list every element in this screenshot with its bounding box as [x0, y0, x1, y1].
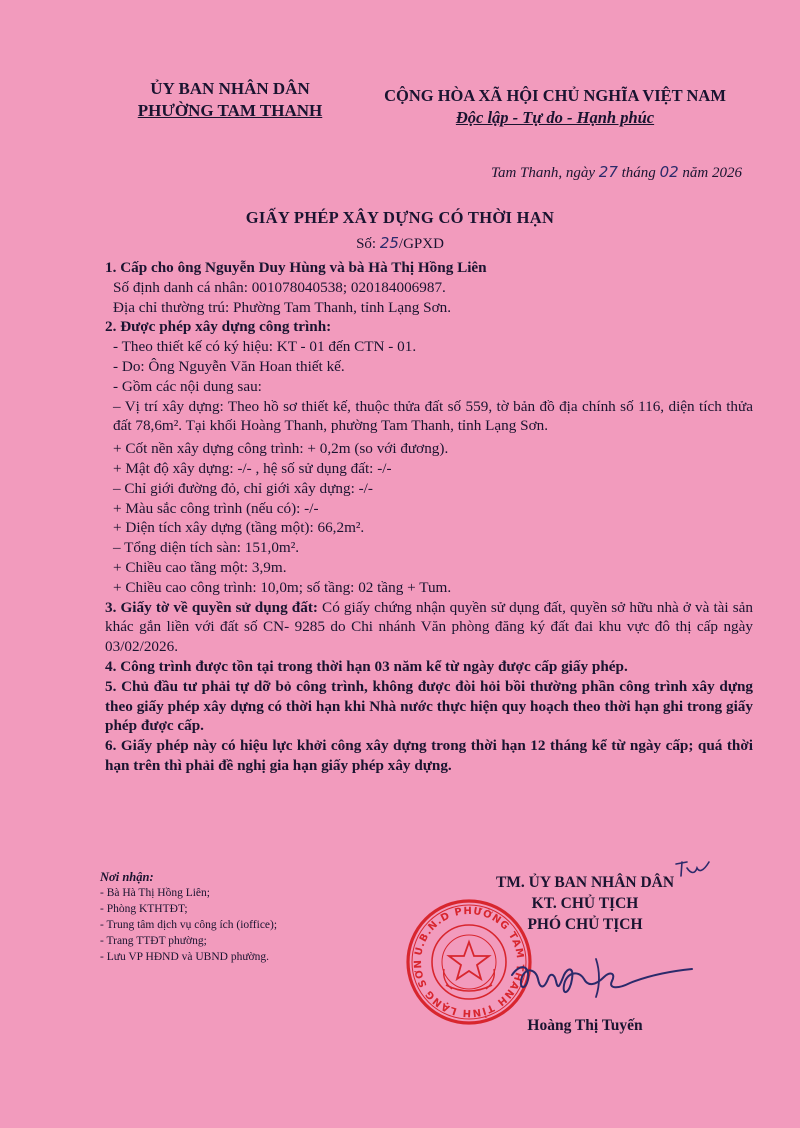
- authority-line-2: PHƯỜNG TAM THANH: [137, 101, 323, 120]
- signer-name: Hoàng Thị Tuyến: [527, 1017, 643, 1034]
- recipient-item: - Trung tâm dịch vụ công ích (ioffice);: [100, 919, 278, 931]
- authority-line-1: ỦY BAN NHÂN DÂN: [150, 79, 310, 98]
- recipient-item: - Trang TTĐT phường;: [100, 935, 207, 947]
- date-day: 27: [598, 163, 618, 181]
- handwritten-signature-icon: [500, 945, 700, 1015]
- signature-authority: TM. ỦY BAN NHÂN DÂN: [495, 874, 675, 891]
- number-suffix: /GPXD: [398, 236, 444, 252]
- personal-id: Số định danh cá nhân: 001078040538; 020184006987.: [113, 278, 446, 296]
- building-color: + Màu sắc công trình (nếu có): -/-: [113, 499, 319, 517]
- seal-text: U.B.N.D PHƯỜNG TAM THANH TỈNH LẠNG SƠN: [412, 905, 526, 1019]
- date-prefix: Tam Thanh, ngày: [490, 165, 599, 181]
- recipient-item: - Bà Hà Thị Hồng Liên;: [100, 887, 210, 899]
- first-floor-height: + Chiều cao tầng một: 3,9m.: [113, 558, 287, 576]
- designer: - Do: Ông Nguyễn Văn Hoan thiết kế.: [113, 357, 345, 375]
- boundary-lines: – Chỉ giới đường đỏ, chỉ giới xây dựng: -/-: [113, 479, 373, 497]
- number-prefix: Số:: [356, 236, 380, 252]
- issue-date: [491, 163, 742, 182]
- number-value: 25: [379, 234, 399, 252]
- recipient-item: - Lưu VP HĐND và UBND phường.: [100, 951, 270, 963]
- section-3-heading: 3. Giấy tờ về quyền sử dụng đất:: [105, 598, 318, 616]
- republic-name: CỘNG HÒA XÃ HỘI CHỦ NGHĨA VIỆT NAM: [384, 86, 726, 105]
- document-body: [105, 258, 753, 776]
- section-1-heading: 1. Cấp cho ông Nguyễn Duy Hùng và bà Hà Thị Hồng Liên: [105, 259, 487, 276]
- building-density: + Mật độ xây dựng: -/- , hệ số sử dụng đất: -/-: [113, 459, 392, 477]
- section-3: [105, 598, 753, 657]
- construction-area: + Diện tích xây dựng (tầng một): 66,2m².: [113, 519, 365, 537]
- recipients-heading: Nơi nhận:: [100, 870, 154, 884]
- issuing-authority: [95, 78, 365, 122]
- recipient-item: - Phòng KTHTĐT;: [100, 903, 188, 915]
- handwritten-initials-icon: [673, 858, 713, 880]
- foundation-level: + Cốt nền xây dựng công trình: + 0,2m (so với đương).: [113, 440, 449, 458]
- building-height: + Chiều cao công trình: 10,0m; số tầng: 02 tầng + Tum.: [113, 578, 452, 596]
- recipients-list: [100, 869, 277, 965]
- national-motto: Độc lập - Tự do - Hạnh phúc: [455, 108, 655, 127]
- construction-location: – Vị trí xây dựng: Theo hồ sơ thiết kế, thuộc thửa đất số 559, tờ bản đồ địa chính số 116, diện tích thửa đất 78,6m². Tại khối Hoàng Thanh, phường Tam Thanh, tỉnh Lạng Sơn.: [113, 397, 753, 435]
- document-title: GIẤY PHÉP XÂY DỰNG CÓ THỜI HẠN: [245, 208, 555, 227]
- land-use-documents: Có giấy chứng nhận quyền sử dụng đất, quyền sở hữu nhà ở và tài sản khác gắn liền với đất số CN- 9285 do Chi nhánh Văn phòng đăng ký đất đai khu vực đô thị cấp ngày 03/02/2026.: [105, 598, 753, 656]
- section-6: 6. Giấy phép này có hiệu lực khởi công xây dựng trong thời hạn 12 tháng kể từ ngày cấp; quá thời hạn trên thì phải đề nghị gia hạn giấy phép xây dựng.: [105, 737, 753, 774]
- section-5: 5. Chủ đầu tư phải tự dỡ bỏ công trình, không được đòi hỏi bồi thường phần công trình xây dựng theo giấy phép xây dựng có thời hạn khi Nhà nước thực hiện quy hoạch theo thời hạn ghi trong giấy phép được cấp.: [105, 677, 753, 735]
- design-code: - Theo thiết kế có ký hiệu: KT - 01 đến CTN - 01.: [113, 338, 417, 356]
- section-4: 4. Công trình được tồn tại trong thời hạn 03 năm kể từ ngày được cấp giấy phép.: [105, 657, 628, 675]
- contents-intro: - Gồm các nội dung sau:: [113, 377, 262, 395]
- date-mid: tháng: [617, 165, 660, 181]
- signature-on-behalf: KT. CHỦ TỊCH: [531, 895, 639, 912]
- date-suffix: năm 2026: [678, 165, 742, 181]
- permanent-address: Địa chỉ thường trú: Phường Tam Thanh, tỉnh Lạng Sơn.: [113, 298, 452, 316]
- total-floor-area: – Tổng diện tích sàn: 151,0m².: [113, 539, 300, 557]
- national-header: [355, 85, 755, 129]
- signature-position: PHÓ CHỦ TỊCH: [527, 916, 643, 933]
- section-2-heading: 2. Được phép xây dựng công trình:: [105, 318, 332, 336]
- date-month: 02: [659, 163, 679, 181]
- document-number: [0, 234, 800, 253]
